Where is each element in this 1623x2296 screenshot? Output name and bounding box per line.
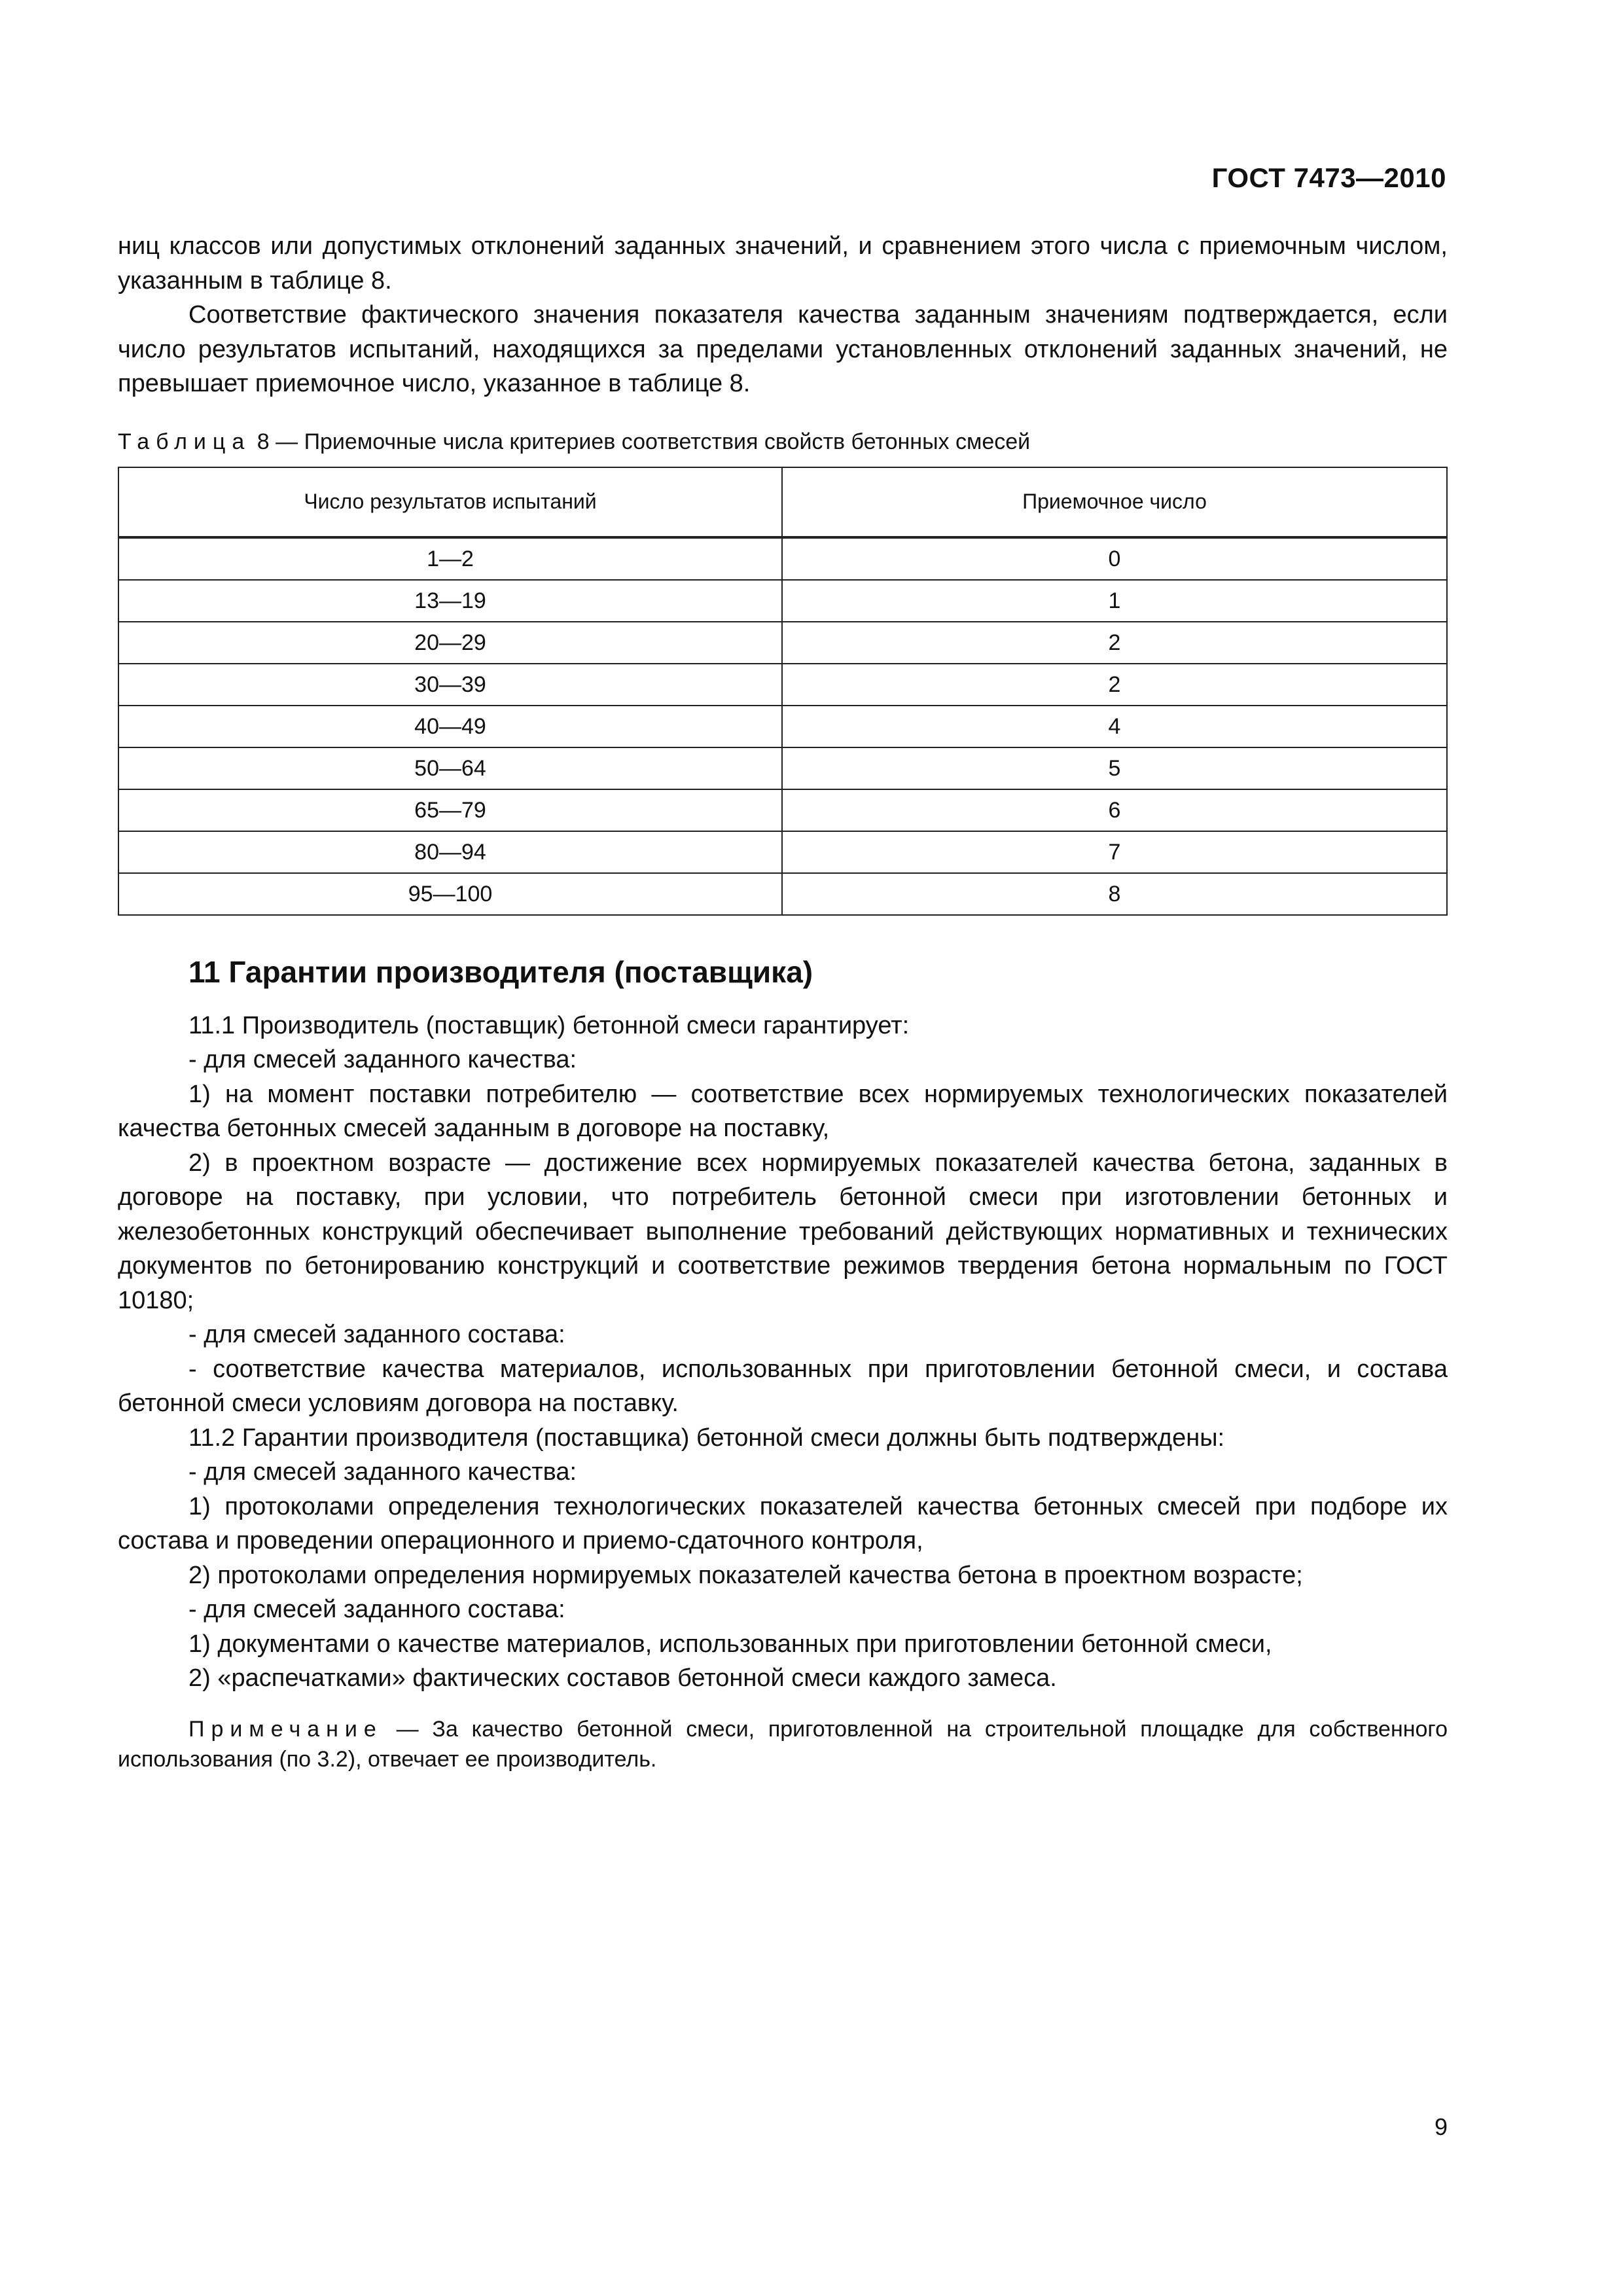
cell-results-range: 1—2 — [118, 537, 782, 580]
clause-11-2-composition-item-1: 1) документами о качестве материалов, использованных при приготовлении бетонной смеси, — [188, 1630, 1272, 1658]
table-row — [118, 747, 1447, 789]
cell-results-range: 95—100 — [118, 873, 782, 915]
table-caption-word: Таблица — [118, 429, 251, 454]
table-row — [118, 537, 1447, 580]
cell-results-range: 20—29 — [118, 622, 782, 664]
cell-results-range: 80—94 — [118, 831, 782, 873]
table-row — [118, 622, 1447, 664]
cell-results-range: 65—79 — [118, 789, 782, 831]
table-row — [118, 664, 1447, 706]
table-row — [118, 580, 1447, 622]
clause-11-1: 11.1 Производитель (поставщик) бетонной смеси гарантирует: — [188, 1011, 910, 1039]
cell-acceptance-number: 6 — [782, 789, 1447, 831]
cell-acceptance-number: 2 — [782, 664, 1447, 706]
cell-acceptance-number: 1 — [782, 580, 1447, 622]
page-content — [118, 229, 1448, 1774]
table-header-row — [118, 467, 1447, 537]
clause-11-1-quality-item-2: 2) в проектном возрасте — достижение всех нормируемых показателей качества бетона, заданных в договоре на поставку, при условии, что потребитель бетонной смеси при изготовлении бетонных и железобетонных конструкций обеспечивает выполнение требований действующих нормативных и технических документов по бетонированию конструкций и соответствие режимов твердения бетона нормальным по ГОСТ 10180; — [118, 1149, 1448, 1314]
table-row — [118, 706, 1447, 747]
cell-results-range: 13—19 — [118, 580, 782, 622]
header-test-results-count: Число результатов испытаний — [118, 467, 782, 537]
clause-11-2-quality-item-1: 1) протоколами определения технологических показателей качества бетонных смесей при подборе их состава и проведении операционного и приемо-сдаточного контроля, — [118, 1492, 1448, 1554]
clause-11-2-composition-item-2: 2) «распечатками» фактических составов бетонной смеси каждого замеса. — [188, 1664, 1057, 1692]
cell-acceptance-number: 2 — [782, 622, 1447, 664]
section-title: 11 Гарантии производителя (поставщика) — [188, 954, 813, 989]
cell-acceptance-number: 5 — [782, 747, 1447, 789]
table-row — [118, 873, 1447, 915]
intro-paragraph-2: Соответствие фактического значения показателя качества заданным значениям подтверждается, если число результатов испытаний, находящихся за пределами установленных отклонений заданных значений, не превышает приемочное число, указанное в таблице 8. — [118, 301, 1448, 397]
cell-acceptance-number: 7 — [782, 831, 1447, 873]
table-row — [118, 789, 1447, 831]
note — [118, 1714, 1448, 1774]
note-text: — За качество бетонной смеси, приготовленной на строительной площадке для собственного использования (по 3.2), отвечает ее производитель. — [118, 1716, 1448, 1772]
cell-acceptance-number: 0 — [782, 537, 1447, 580]
clause-11-2: 11.2 Гарантии производителя (поставщика) бетонной смеси должны быть подтверждены: — [188, 1424, 1225, 1452]
clause-11-1-composition-item: - соответствие качества материалов, использованных при приготовлении бетонной смеси, и состава бетонной смеси условиям договора на поставку. — [118, 1355, 1448, 1417]
clause-11-1-quality-heading: - для смесей заданного качества: — [188, 1046, 577, 1073]
table-caption-text: 8 — Приемочные числа критериев соответствия свойств бетонных смесей — [257, 429, 1031, 454]
cell-results-range: 50—64 — [118, 747, 782, 789]
cell-acceptance-number: 8 — [782, 873, 1447, 915]
clause-11-1-composition-heading: - для смесей заданного состава: — [188, 1321, 565, 1348]
clause-11-2-quality-item-2: 2) протоколами определения нормируемых показателей качества бетона в проектном возрасте; — [188, 1561, 1303, 1589]
clause-11-2-quality-heading: - для смесей заданного качества: — [188, 1458, 577, 1486]
acceptance-numbers-table — [118, 467, 1448, 916]
clause-11-2-composition-heading: - для смесей заданного состава: — [188, 1596, 565, 1623]
header-acceptance-number: Приемочное число — [782, 467, 1447, 537]
cell-results-range: 30—39 — [118, 664, 782, 706]
cell-results-range: 40—49 — [118, 706, 782, 747]
cell-acceptance-number: 4 — [782, 706, 1447, 747]
page-number: 9 — [1434, 2113, 1448, 2140]
standard-id: ГОСТ 7473—2010 — [1211, 162, 1446, 193]
table-caption — [118, 427, 1448, 456]
table-row — [118, 831, 1447, 873]
note-label: Примечание — [188, 1716, 383, 1742]
intro-paragraph-1: ниц классов или допустимых отклонений заданных значений, и сравнением этого числа с приемочным числом, указанным в таблице 8. — [118, 232, 1448, 295]
clause-11-1-quality-item-1: 1) на момент поставки потребителю — соответствие всех нормируемых технологических показателей качества бетонных смесей заданным в договоре на поставку, — [118, 1080, 1448, 1142]
